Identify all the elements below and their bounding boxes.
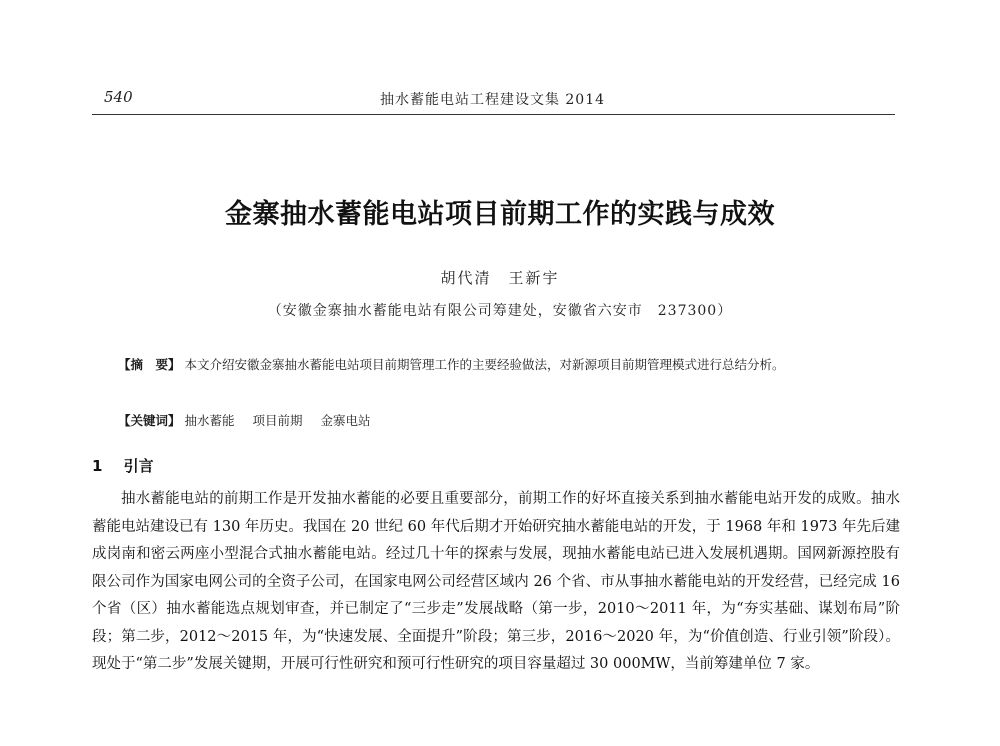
- section-number: 1: [92, 457, 103, 475]
- body-paragraph: 抽水蓄能电站的前期工作是开发抽水蓄能的必要且重要部分，前期工作的好坏直接关系到抽水蓄能电站开发的成败。抽水蓄能电站建设已有 130 年历史。我国在 20 世纪 60 年代后期才开始研究抽水蓄能电站的开发，于 1968 年和 1973 年先后建成岗南和密云两座小型混合式抽水蓄能电站。经过几十年的探索与发展，现抽水蓄能电站已进入发展机遇期。国网新源控股有限公司作为国家电网公司的全资子公司，在国家电网公司经营区域内 26 个省、市从事抽水蓄能电站的开发经营，已经完成 16 个省（区）抽水蓄能选点规划审查，并已制定了“三步走”发展战略（第一步，2010～2011 年，为“夯实基础、谋划布局”阶段；第二步，2012～2015 年，为“快速发展、全面提升”阶段；第三步，2016～2020 年，为“价值创造、行业引领”阶段）。现处于“第二步”发展关键期，开展可行性研究和预可行性研究的项目容量超过 30 000MW，当前筹建单位 7 家。: [92, 491, 900, 672]
- keyword-item: 抽水蓄能: [184, 413, 235, 428]
- authors: 胡代清 王新宇: [440, 269, 560, 287]
- section-title: 引言: [123, 457, 154, 475]
- paper-title: 金寨抽水蓄能电站项目前期工作的实践与成效: [225, 199, 775, 230]
- section-heading: [92, 455, 154, 476]
- affiliation: （安徽金寨抽水蓄能电站有限公司筹建处，安徽省六安市 237300）: [267, 303, 733, 319]
- running-header: [90, 88, 895, 114]
- abstract-label: 【摘 要】: [118, 357, 181, 372]
- keyword-item: 项目前期: [252, 413, 303, 428]
- abstract-text: 本文介绍安徽金寨抽水蓄能电站项目前期管理工作的主要经验做法，对新源项目前期管理模式进行总结分析。: [184, 357, 785, 372]
- keywords-label: 【关键词】: [118, 413, 181, 428]
- keyword-item: 金寨电站: [320, 413, 371, 428]
- abstract: [118, 352, 880, 377]
- header-rule: [92, 114, 895, 115]
- keywords: [118, 410, 880, 432]
- page-number: 540: [104, 88, 133, 106]
- journal-name: 抽水蓄能电站工程建设文集 2014: [379, 92, 606, 108]
